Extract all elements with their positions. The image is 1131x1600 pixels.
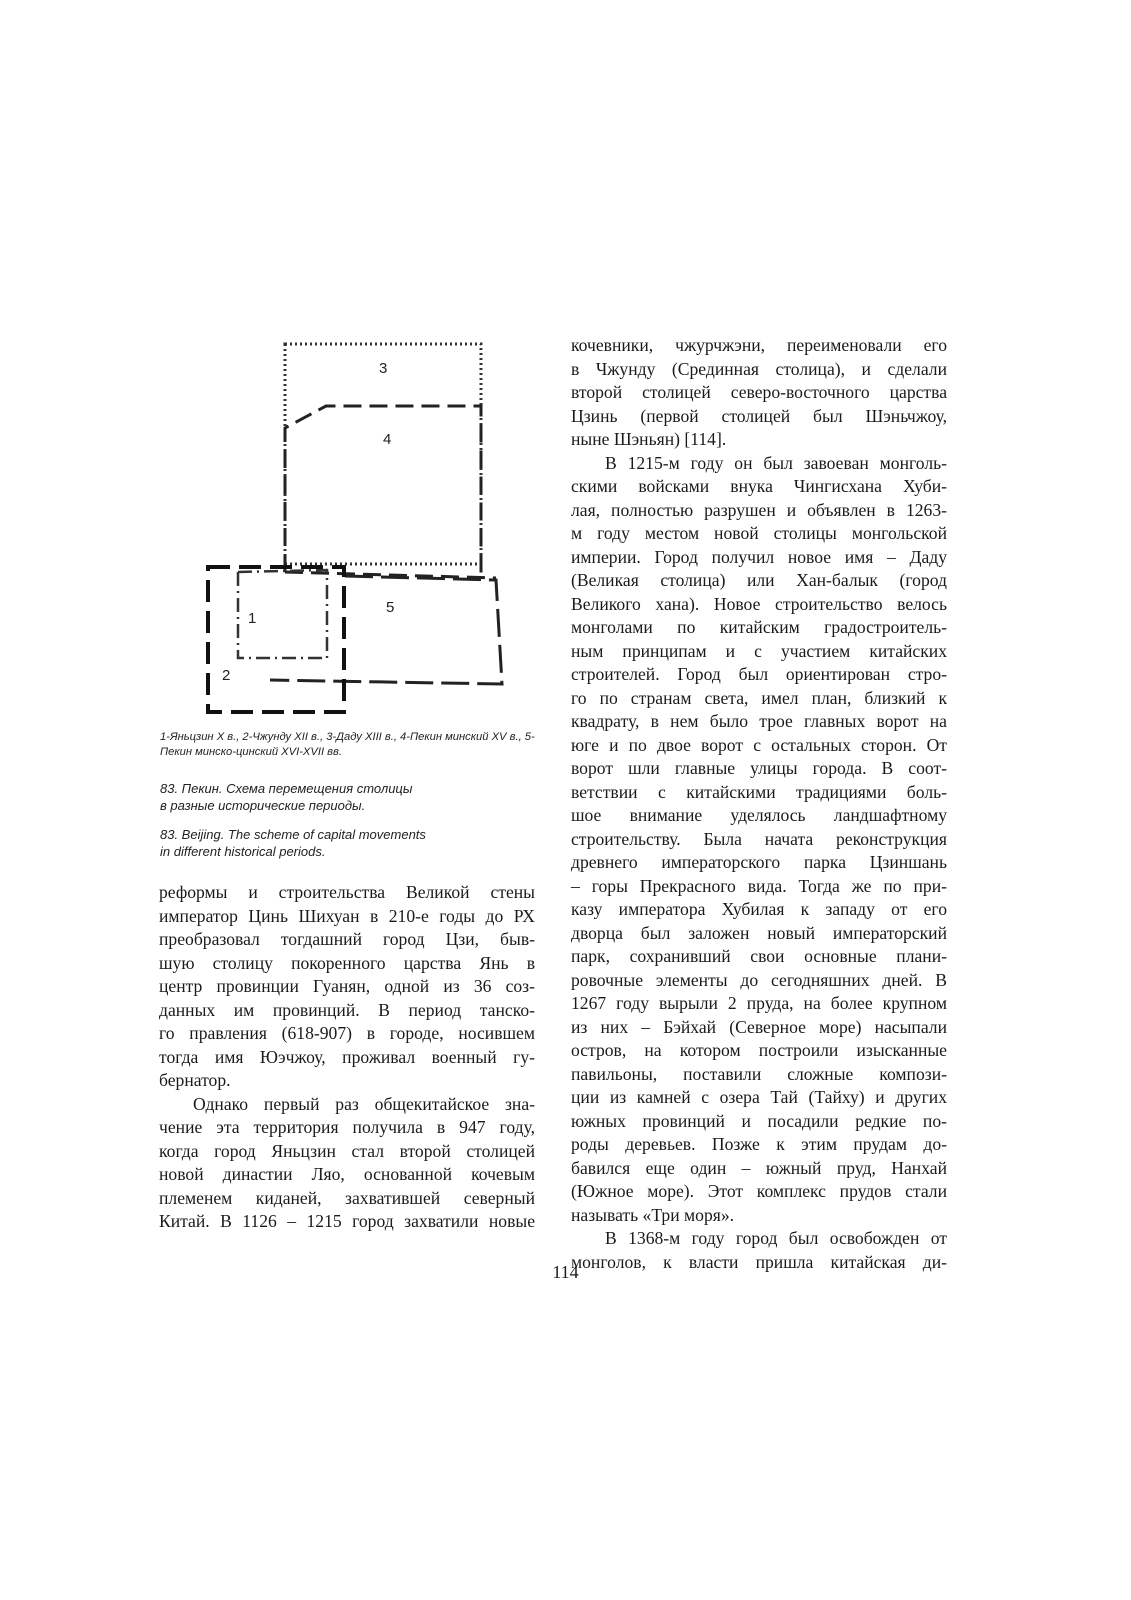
text-line: монголов, к власти пришла китайская ди- — [571, 1251, 947, 1272]
text-line: роды деревьев. Позже к этим прудам до- — [571, 1134, 947, 1154]
text-line: ворот шли главные улицы города. В соот- — [571, 758, 947, 778]
text-line: дворца был заложен новый императорский — [571, 922, 947, 943]
text-line: в Чжунду (Срединная столица), и сделали — [571, 358, 947, 379]
text-line: юге и по двое ворот с остальных сторон. От — [571, 734, 947, 755]
text-line: шое внимание уделялось ландшафтному — [571, 805, 947, 825]
caption-en-line: 83. Beijing. The scheme of capital movements — [160, 827, 426, 842]
text-line: чение эта территория получила в 947 году, — [159, 1117, 535, 1137]
paragraph — [571, 334, 947, 452]
text-line: древнего императорского парка Цзиншань — [571, 852, 947, 872]
text-line: когда город Яньцзин стал второй столицей — [159, 1140, 535, 1161]
text-line: (Южное море). Этот комплекс прудов стали — [571, 1181, 947, 1201]
text-line: центр провинции Гуанян, одной из 36 соз- — [159, 976, 535, 996]
outline-5-outer — [270, 576, 502, 684]
text-line: ции из камней с озера Тай (Тайху) и других — [571, 1087, 947, 1107]
text-line: го правления (618-907) в городе, носившем — [159, 1023, 535, 1043]
caption-en-line: in different historical periods. — [160, 844, 326, 859]
text-line: второй столицей северо-восточного царства — [571, 382, 947, 402]
text-line: Однако первый раз общекитайское зна- — [193, 1093, 535, 1114]
text-line: – горы Прекрасного вида. Тогда же по при- — [571, 875, 947, 896]
label-2: 2 — [222, 667, 231, 684]
text-line: го по странам света, имел план, близкий к — [571, 687, 947, 708]
text-line: павильоны, поставили сложные компози- — [571, 1063, 947, 1084]
text-line: кочевники, чжурчжэни, переименовали его — [571, 335, 947, 355]
outline-3-dadu — [285, 344, 481, 564]
outline-2-zhongdu — [208, 567, 344, 712]
text-line: строителей. Город был ориентирован стро- — [571, 664, 947, 684]
text-line: Цзинь (первой столицей был Шэньчжоу, — [571, 405, 947, 426]
text-line: бернатор. — [159, 1070, 231, 1090]
text-line: тогда имя Юэчжоу, проживал военный гу- — [159, 1046, 535, 1067]
text-line: (Великая столица) или Хан-балык (город — [571, 570, 947, 590]
text-line: южных провинций и посадили редкие по- — [571, 1110, 947, 1131]
caption-ru-line: 83. Пекин. Схема перемещения столицы — [160, 781, 413, 796]
text-line: бавился еще один – южный пруд, Нанхай — [571, 1157, 947, 1178]
label-1: 1 — [248, 610, 257, 627]
diagram-svg — [196, 336, 526, 716]
figure-legend: 1-Яньцзин X в., 2-Чжунду XII в., 3-Даду XIII в., 4-Пекин минский XV в., 5-Пекин минско-цинский XVI-XVII вв. — [160, 731, 535, 758]
text-line: квадрату, в нем было трое главных ворот на — [571, 711, 947, 731]
text-line: император Цинь Шихуан в 210-е годы до РХ — [159, 905, 535, 926]
text-line: реформы и строительства Великой стены — [159, 882, 535, 902]
text-line: лая, полностью разрушен и объявлен в 1263- — [571, 499, 947, 520]
label-5: 5 — [386, 599, 395, 616]
paragraph — [159, 881, 535, 1093]
text-line: шую столицу покоренного царства Янь в — [159, 952, 535, 973]
figure-caption-ru — [160, 780, 530, 814]
page-number: 114 — [552, 1262, 579, 1282]
text-line: скими войсками внука Чингисхана Хуби- — [571, 476, 947, 496]
text-line: называть «Три моря». — [571, 1204, 735, 1225]
paragraph — [159, 1093, 535, 1234]
text-line: данных им провинций. В период танско- — [159, 999, 535, 1020]
caption-ru-line: в разные исторические периоды. — [160, 798, 366, 813]
text-line: парк, сохранивший свои основные плани- — [571, 946, 947, 966]
text-line: казу императора Хубилая к западу от его — [571, 899, 947, 919]
text-line: Великого хана). Новое строительство велось — [571, 593, 947, 614]
text-line: строительству. Была начата реконструкция — [571, 828, 947, 849]
text-line: новой династии Ляо, основанной кочевым — [159, 1164, 535, 1184]
label-3: 3 — [379, 360, 388, 377]
left-text-column — [159, 881, 535, 1234]
right-text-column — [571, 334, 947, 1274]
text-line: преобразовал тогдашний город Цзи, быв- — [159, 929, 535, 949]
text-line: ветствии с китайскими традициями боль- — [571, 781, 947, 802]
text-line: остров, на котором построили изысканные — [571, 1040, 947, 1060]
text-line: ровочные элементы до сегодняшних дней. В — [571, 969, 947, 990]
figure-caption-en — [160, 826, 530, 860]
text-line: Китай. В 1126 – 1215 город захватили новые — [159, 1211, 535, 1231]
paragraph — [571, 452, 947, 1228]
text-line: империи. Город получил новое имя – Даду — [571, 546, 947, 567]
text-line: ным принципам и с участием китайских — [571, 640, 947, 661]
text-line: В 1215-м году он был завоеван монголь- — [605, 452, 947, 473]
text-line: монголами по китайским градостроитель- — [571, 617, 947, 637]
text-line: ныне Шэньян) [114]. — [571, 429, 727, 449]
label-4: 4 — [383, 431, 392, 448]
capital-movement-diagram — [196, 336, 526, 716]
text-line: 1267 году вырыли 2 пруда, на более крупном — [571, 993, 947, 1013]
text-line: В 1368-м году город был освобожден от — [605, 1228, 947, 1248]
text-line: м году местом новой столицы монгольской — [571, 523, 947, 543]
text-line: племенем киданей, захватившей северный — [159, 1187, 535, 1208]
text-line: из них – Бэйхай (Северное море) насыпали — [571, 1016, 947, 1037]
